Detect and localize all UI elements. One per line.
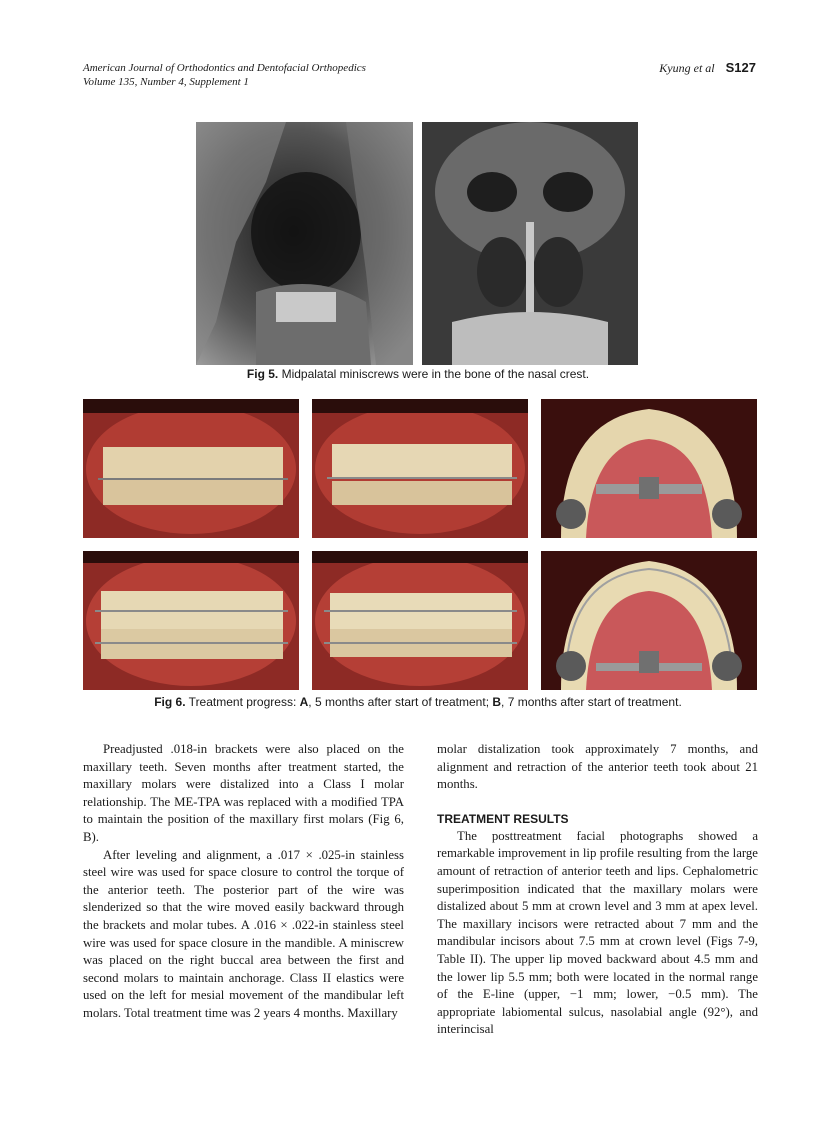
fig5-caption-text: Midpalatal miniscrews were in the bone of the nasal crest. (278, 367, 590, 381)
journal-volume: Volume 135, Number 4, Supplement 1 (83, 76, 249, 88)
fig6a-right-lateral-photo (83, 399, 299, 538)
fig6b-left-lateral-photo (312, 551, 528, 690)
fig5-label: Fig 5. (246, 367, 279, 381)
fig6b-occlusal-photo (541, 551, 757, 690)
fig6-caption (0, 695, 836, 709)
left-paragraph-1: Preadjusted .018-in brackets were also placed on the maxillary teeth. Seven months after treatment started, the maxillary molars were distalized into a Class I molar relationship. The ME-TPA was replaced with a modified TPA to maintain the position of the maxillary first molars (Fig 6, B). (83, 742, 404, 844)
running-authors: Kyung et al (659, 61, 715, 75)
left-paragraph-2: After leveling and alignment, a .017 × .025-in stainless steel wire was used for space closure to control the torque of the anterior teeth. The posterior part of the wire was slenderized so that the wire moved easily backward through the brackets and molar tubes. A .016 × .022-in stainless steel wire was used for space closure in the mandible. A miniscrew was placed on the right buccal area between the first and second molars to maintain anchorage. Class II elastics were used on the left for mesial movement of the mandibular left molars. Total treatment time was 2 years 4 months. Maxillary (83, 847, 404, 1020)
fig6-label: Fig 6. (154, 695, 186, 709)
fig6b-right-lateral-photo (83, 551, 299, 690)
right-paragraph-1: molar distalization took approximately 7 months, and alignment and retraction of the anterior teeth took about 21 months. (437, 742, 758, 792)
running-header-right (659, 60, 756, 76)
fig6-caption-text-3: , 7 months after start of treatment. (501, 695, 682, 709)
fig5-pa-radiograph (422, 122, 638, 365)
page-number: S127 (725, 60, 756, 75)
running-header-left (83, 61, 366, 89)
right-paragraph-2: The posttreatment facial photographs showed a remarkable improvement in lip profile resulting from the large amount of retraction of anterior teeth and lips. Cephalometric superimposition indicated that the maxillary molars were distalized about 5 mm at crown level and 3 mm at apex level. The maxillary incisors were retracted about 7 mm and the mandibular incisors about 7.5 mm at crown level (Figs 7-9, Table II). The upper lip moved backward about 4.5 mm and the lower lip 5.5 mm; both were located in the normal range of the E-line (upper, −1 mm; lower, −0.5 mm). The appropriate labiomental sulcus, nasolabial angle (92°), and interincisal (437, 828, 758, 1037)
fig6-part-a-label: A (299, 695, 309, 709)
right-column (437, 741, 758, 1039)
section-heading-treatment-results: TREATMENT RESULTS (437, 811, 569, 826)
left-column (83, 741, 404, 1023)
fig6-part-b-label: B (492, 695, 502, 709)
fig6a-left-lateral-photo (312, 399, 528, 538)
journal-title: American Journal of Orthodontics and Dentofacial Orthopedics (83, 62, 366, 74)
fig6-caption-text: Treatment progress: (185, 695, 300, 709)
fig5-lateral-radiograph (196, 122, 413, 365)
fig5-caption (0, 367, 836, 381)
fig6-caption-text-2: , 5 months after start of treatment; (308, 695, 493, 709)
fig6a-occlusal-photo (541, 399, 757, 538)
